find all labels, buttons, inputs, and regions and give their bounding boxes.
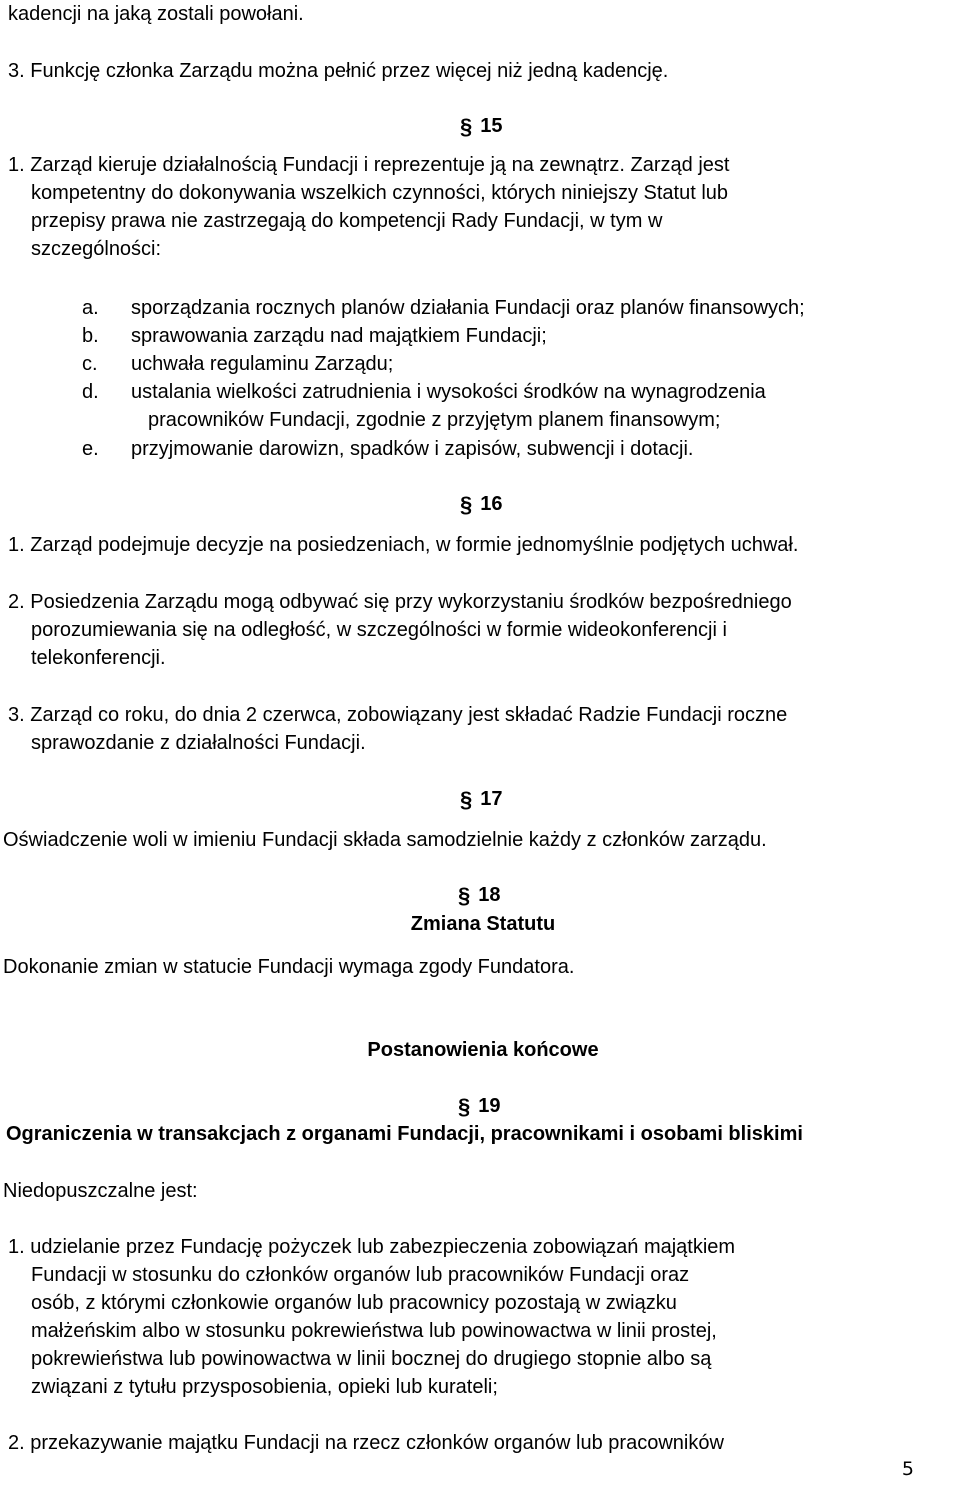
page-number: 5 xyxy=(901,1458,914,1480)
text-line: szczególności: xyxy=(31,238,162,260)
s16-paragraph-2 xyxy=(8,588,792,672)
s16-paragraph-1: 1. Zarząd podejmuje decyzje na posiedzeniach, w formie jednomyślnie podjętych uchwał. xyxy=(8,534,799,556)
section-sign: § xyxy=(458,883,471,908)
text-line: Fundacji w stosunku do członków organów lub pracowników Fundacji oraz xyxy=(31,1264,690,1286)
s19-paragraph-1 xyxy=(8,1233,735,1401)
list-text: ustalania wielkości zatrudnienia i wysokości środków na wynagrodzenia xyxy=(131,381,766,403)
section-sign: § xyxy=(460,114,473,139)
final-provisions-heading: Postanowienia końcowe xyxy=(367,1039,599,1061)
text-line: 1. Zarząd kieruje działalnością Fundacji i reprezentuje ją na zewnątrz. Zarząd jest xyxy=(8,154,730,176)
list-text: przyjmowanie darowizn, spadków i zapisów, subwencji i dotacji. xyxy=(131,438,694,460)
text-line: sprawozdanie z działalności Fundacji. xyxy=(31,732,366,754)
text-line: 2. Posiedzenia Zarządu mogą odbywać się przy wykorzystaniu środków bezpośredniego xyxy=(8,591,792,613)
list-text: uchwała regulaminu Zarządu; xyxy=(131,353,394,375)
section-number: 19 xyxy=(478,1095,501,1117)
section-number: 16 xyxy=(480,493,503,515)
s16-paragraph-3 xyxy=(8,701,787,757)
list-marker: d. xyxy=(82,381,99,403)
text-line: małżeńskim albo w stosunku pokrewieństwa lub powinowactwa w linii prostej, xyxy=(31,1320,717,1342)
s19-intro: Niedopuszczalne jest: xyxy=(3,1180,198,1202)
section-title-19: Ograniczenia w transakcjach z organami Fundacji, pracownikami i osobami bliskimi xyxy=(6,1123,803,1145)
s15-paragraph-1 xyxy=(8,151,729,263)
text-line: 3. Zarząd co roku, do dnia 2 czerwca, zobowiązany jest składać Radzie Fundacji roczne xyxy=(8,704,788,726)
text-line: związani z tytułu przysposobienia, opieki lub kurateli; xyxy=(31,1376,498,1398)
text-line: osób, z którymi członkowie organów lub pracownicy pozostają w związku xyxy=(31,1292,677,1314)
section-number: 18 xyxy=(478,884,501,906)
list-marker: e. xyxy=(82,438,99,460)
section-number: 17 xyxy=(480,788,503,810)
text-line: kompetentny do dokonywania wszelkich czynności, których niniejszy Statut lub xyxy=(31,182,729,204)
section-sign: § xyxy=(460,787,473,812)
list-marker: a. xyxy=(82,297,99,319)
section-sign: § xyxy=(458,1094,471,1119)
section-title-18: Zmiana Statutu xyxy=(410,913,556,935)
list-text: sporządzania rocznych planów działania Fundacji oraz planów finansowych; xyxy=(131,297,805,319)
text-line: przepisy prawa nie zastrzegają do kompetencji Rady Fundacji, w tym w xyxy=(31,210,663,232)
paragraph-3: 3. Funkcję członka Zarządu można pełnić przez więcej niż jedną kadencję. xyxy=(8,60,669,82)
list-marker: b. xyxy=(82,325,99,347)
text-line: 1. udzielanie przez Fundację pożyczek lub zabezpieczenia zobowiązań majątkiem xyxy=(8,1236,736,1258)
section-heading-18 xyxy=(458,881,501,910)
section-heading-17 xyxy=(460,785,503,814)
section-heading-16 xyxy=(460,490,503,519)
text-line: porozumiewania się na odległość, w szczególności w formie wideokonferencji i xyxy=(31,619,727,641)
list-text-continuation: pracowników Fundacji, zgodnie z przyjętym planem finansowym; xyxy=(148,409,721,431)
section-heading-15 xyxy=(460,112,503,141)
s17-text: Oświadczenie woli w imieniu Fundacji składa samodzielnie każdy z członków zarządu. xyxy=(3,829,767,851)
text-line: pokrewieństwa lub powinowactwa w linii bocznej do drugiego stopnie albo są xyxy=(31,1348,712,1370)
section-heading-19 xyxy=(458,1092,501,1121)
list-marker: c. xyxy=(82,353,98,375)
section-sign: § xyxy=(460,492,473,517)
s18-text: Dokonanie zmian w statucie Fundacji wymaga zgody Fundatora. xyxy=(3,956,575,978)
text-line: kadencji na jaką zostali powołani. xyxy=(8,3,304,25)
section-number: 15 xyxy=(480,115,503,137)
list-text: sprawowania zarządu nad majątkiem Fundacji; xyxy=(131,325,547,347)
text-line: telekonferencji. xyxy=(31,647,166,669)
s19-paragraph-2: 2. przekazywanie majątku Fundacji na rzecz członków organów lub pracowników xyxy=(8,1432,724,1454)
